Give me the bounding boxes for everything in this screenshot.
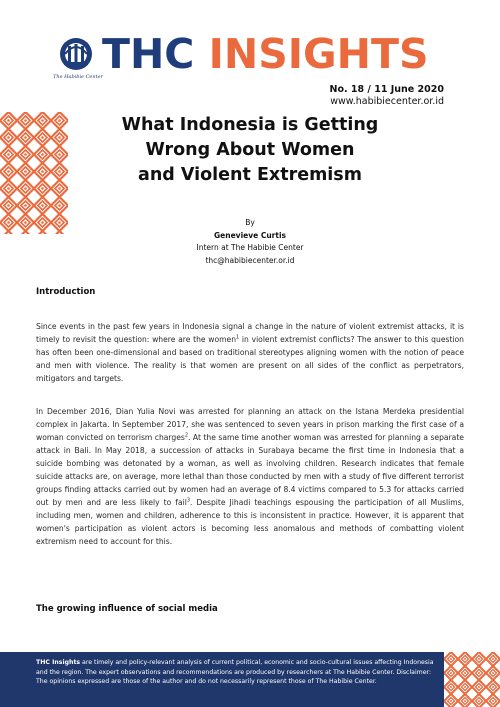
author-role: Intern at The Habibie Center	[196, 243, 304, 252]
paragraph-2-text-a: In December 2016, Dian Yulia Novi was arrested for planning an attack on the Istana Merdeka presidential complex in Jakarta. In September 2017, she was sentenced to seven years in prison marking the first case of a woman convicted on terrorism charges	[36, 407, 464, 442]
diamond-pattern-footer-icon	[444, 652, 500, 707]
paragraph-1-text-a: Since events in the past few years in Indonesia signal a change in the nature of violent extremist attacks, it is timely to revisit the question: where are the women	[36, 322, 464, 344]
masthead-title	[102, 32, 428, 76]
issue-number: No. 18 / 11 June 2020	[329, 84, 444, 95]
paragraph-2	[36, 405, 464, 548]
diamond-pattern-icon	[0, 112, 68, 234]
footnote-ref-3[interactable]: 3	[186, 497, 191, 504]
title-line-2: Wrong About Women	[145, 140, 355, 160]
footer-lead: THC Insights	[36, 659, 81, 666]
issue-info	[330, 84, 444, 108]
footer-disclaimer	[36, 658, 436, 687]
author-email[interactable]: thc@habibiecenter.or.id	[205, 255, 295, 265]
author-name: Genevieve Curtis	[214, 230, 286, 240]
byline-by: By	[245, 218, 255, 227]
paragraph-1-text-b: in violent extremist conflicts? The answer to this question has often been one-dimensional and based on traditional stereotypes aligning women with the notion of peace and men with violence. The reality is that women are present on all sides of the conflict as perpetrators, mitigators and targets.	[36, 335, 464, 383]
logo-caption: The Habibie Center	[53, 74, 103, 80]
footer-body: are timely and policy-relevant analysis of current political, economic and socio-cultural issues affecting Indonesia and the region. The expert observations and recommendations are produced by researchers at The Habibie Center. Disclaimer: The opinions expressed are those of the author and do not necessarily represent those of The Habibie Center.	[36, 659, 434, 685]
website-link[interactable]: www.habibiecenter.or.id	[330, 96, 444, 107]
title-line-3: and Violent Extremism	[138, 165, 362, 185]
paragraph-2-text-b: . At the same time another woman was arrested for planning a separate attack in Bali. In May 2018, a succession of attacks in Surabaya became the first time in Indonesia that a suicide bombing was detonated by a woman, as well as involving children. Research indicates that female suicide attacks are, on average, more lethal than those conducted by men with a study of five different terrorist groups finding attacks carried out by women had an average of 8.4 victims compared to 5.3 for attacks carried out by men and are less likely to fail	[36, 433, 464, 507]
section-heading-social-media: The growing influence of social media	[36, 604, 218, 614]
footnote-ref-2[interactable]: 2	[184, 432, 189, 439]
brand-insights: INSIGHTS	[208, 30, 429, 78]
paragraph-1	[36, 320, 464, 385]
title-line-1: What Indonesia is Getting	[121, 115, 379, 135]
section-heading-introduction: Introduction	[36, 287, 96, 297]
paragraph-2-text-c: . Despite Jihadi teachings espousing the participation of all Muslims, including men, women and children, adherence to this is inconsistent in practice. However, it is apparent that women's participation as violent actors is becoming less anomalous and methods of combatting violent extremism need to account for this.	[36, 498, 464, 546]
habibie-center-logo-icon	[56, 36, 96, 72]
footnote-ref-1[interactable]: 1	[236, 334, 240, 341]
brand-thc: THC	[102, 30, 195, 78]
page-title	[80, 113, 420, 188]
byline	[150, 217, 350, 267]
